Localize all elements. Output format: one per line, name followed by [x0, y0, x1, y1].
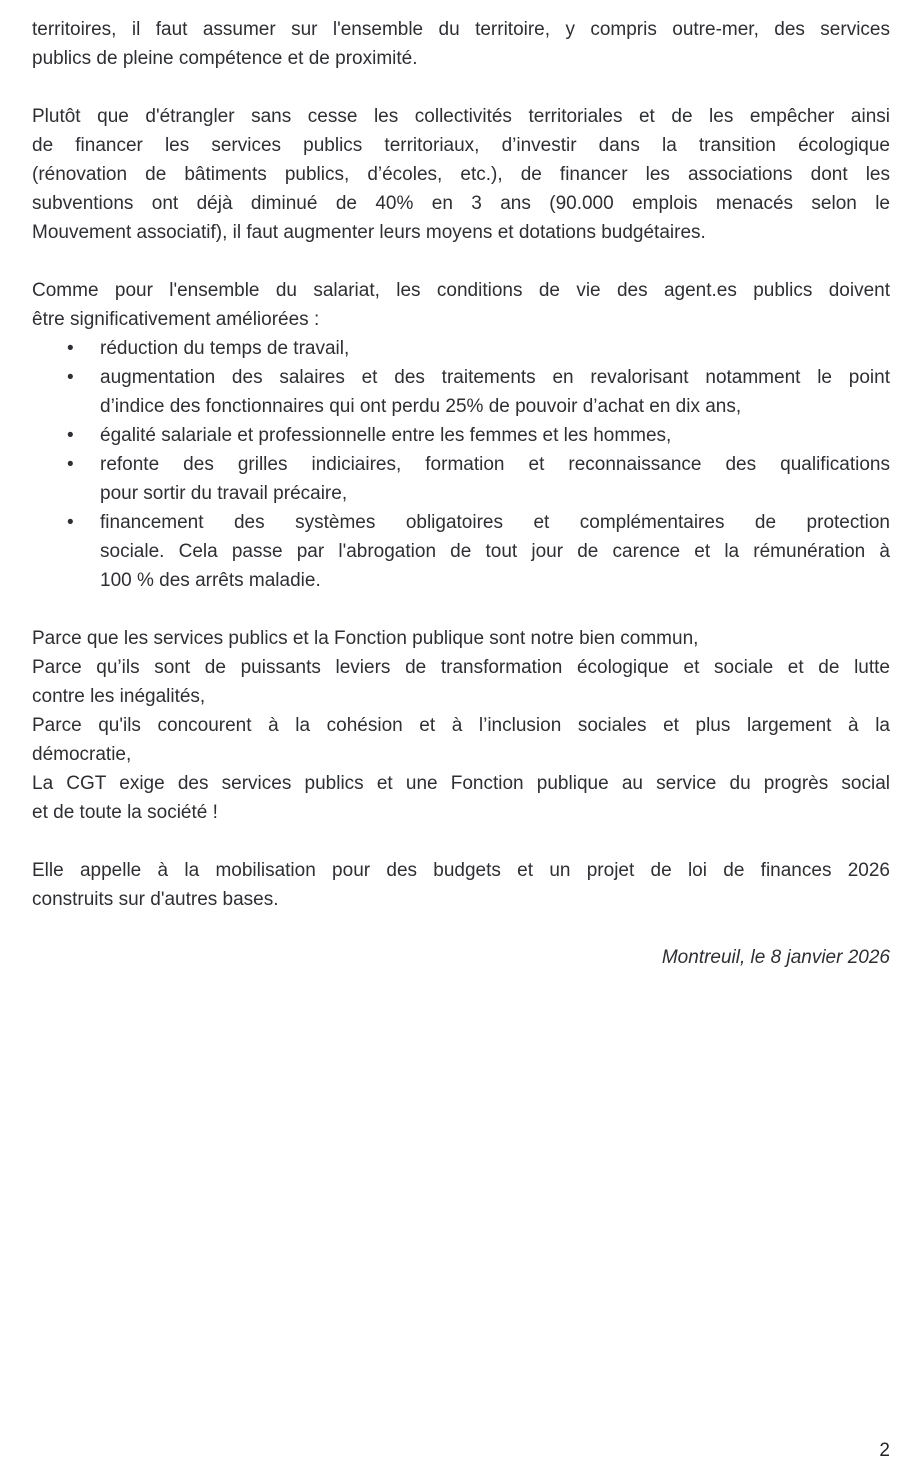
bullet-list-item [32, 363, 890, 421]
text-line: territoires, il faut assumer sur l'ensemble du territoire, y compris outre-mer, des services [32, 19, 890, 40]
text-line: pour sortir du travail précaire, [100, 483, 348, 504]
bullet-icon: • [67, 512, 74, 533]
bullet-list [32, 334, 890, 595]
text-line: subventions ont déjà diminué de 40% en 3 ans (90.000 emplois menacés selon le [32, 193, 890, 214]
paragraph [32, 711, 890, 769]
bullet-list-item [32, 334, 890, 363]
text-line: Parce qu'ils concourent à la cohésion et à l’inclusion sociales et plus largement à la [32, 715, 890, 736]
text-line: financement des systèmes obligatoires et complémentaires de protection [100, 512, 890, 533]
text-line: réduction du temps de travail, [100, 338, 350, 359]
bullet-list-item [32, 421, 890, 450]
text-line: être significativement améliorées : [32, 309, 320, 330]
bullet-text [100, 450, 890, 508]
bullet-text [100, 334, 890, 363]
text-line: et de toute la société ! [32, 802, 218, 823]
text-line: Mouvement associatif), il faut augmenter leurs moyens et dotations budgétaires. [32, 222, 706, 243]
bullet-text [100, 508, 890, 595]
paragraph [32, 102, 890, 247]
text-line: de financer les services publics territoriaux, d’investir dans la transition écologique [32, 135, 890, 156]
paragraph [32, 624, 890, 653]
bullet-icon: • [67, 425, 74, 446]
bullet-text [100, 363, 890, 421]
text-line: égalité salariale et professionnelle entre les femmes et les hommes, [100, 425, 672, 446]
text-line: La CGT exige des services publics et une Fonction publique au service du progrès social [32, 773, 890, 794]
text-line: Elle appelle à la mobilisation pour des budgets et un projet de loi de finances 2026 [32, 860, 890, 881]
date-line: Montreuil, le 8 janvier 2026 [661, 947, 890, 968]
text-line: démocratie, [32, 744, 132, 765]
text-line: publics de pleine compétence et de proximité. [32, 48, 418, 69]
text-line: augmentation des salaires et des traitements en revalorisant notamment le point [100, 367, 890, 388]
bullet-list-item [32, 508, 890, 595]
text-line: refonte des grilles indiciaires, formation et reconnaissance des qualifications [100, 454, 890, 475]
paragraph [32, 769, 890, 827]
bullet-list-item [32, 450, 890, 508]
bullet-icon: • [67, 367, 74, 388]
page-number: 2 [879, 1440, 890, 1461]
bullet-text [100, 421, 890, 450]
text-line: Parce que les services publics et la Fonction publique sont notre bien commun, [32, 628, 699, 649]
bullet-icon: • [67, 338, 74, 359]
text-line: Plutôt que d'étrangler sans cesse les collectivités territoriales et de les empêcher ainsi [32, 106, 890, 127]
paragraph [32, 653, 890, 711]
text-line: 100 % des arrêts maladie. [100, 570, 321, 591]
paragraph [32, 15, 890, 73]
text-line: d’indice des fonctionnaires qui ont perdu 25% de pouvoir d’achat en dix ans, [100, 396, 742, 417]
paragraph [32, 856, 890, 914]
paragraph [32, 276, 890, 334]
text-line: Comme pour l'ensemble du salariat, les conditions de vie des agent.es publics doivent [32, 280, 890, 301]
text-line: contre les inégalités, [32, 686, 206, 707]
bullet-icon: • [67, 454, 74, 475]
text-line: Parce qu’ils sont de puissants leviers de transformation écologique et sociale et de lutte [32, 657, 890, 678]
text-line: construits sur d'autres bases. [32, 889, 279, 910]
text-line: sociale. Cela passe par l'abrogation de tout jour de carence et la rémunération à [100, 541, 890, 562]
text-line: (rénovation de bâtiments publics, d’écoles, etc.), de financer les associations dont les [32, 164, 890, 185]
